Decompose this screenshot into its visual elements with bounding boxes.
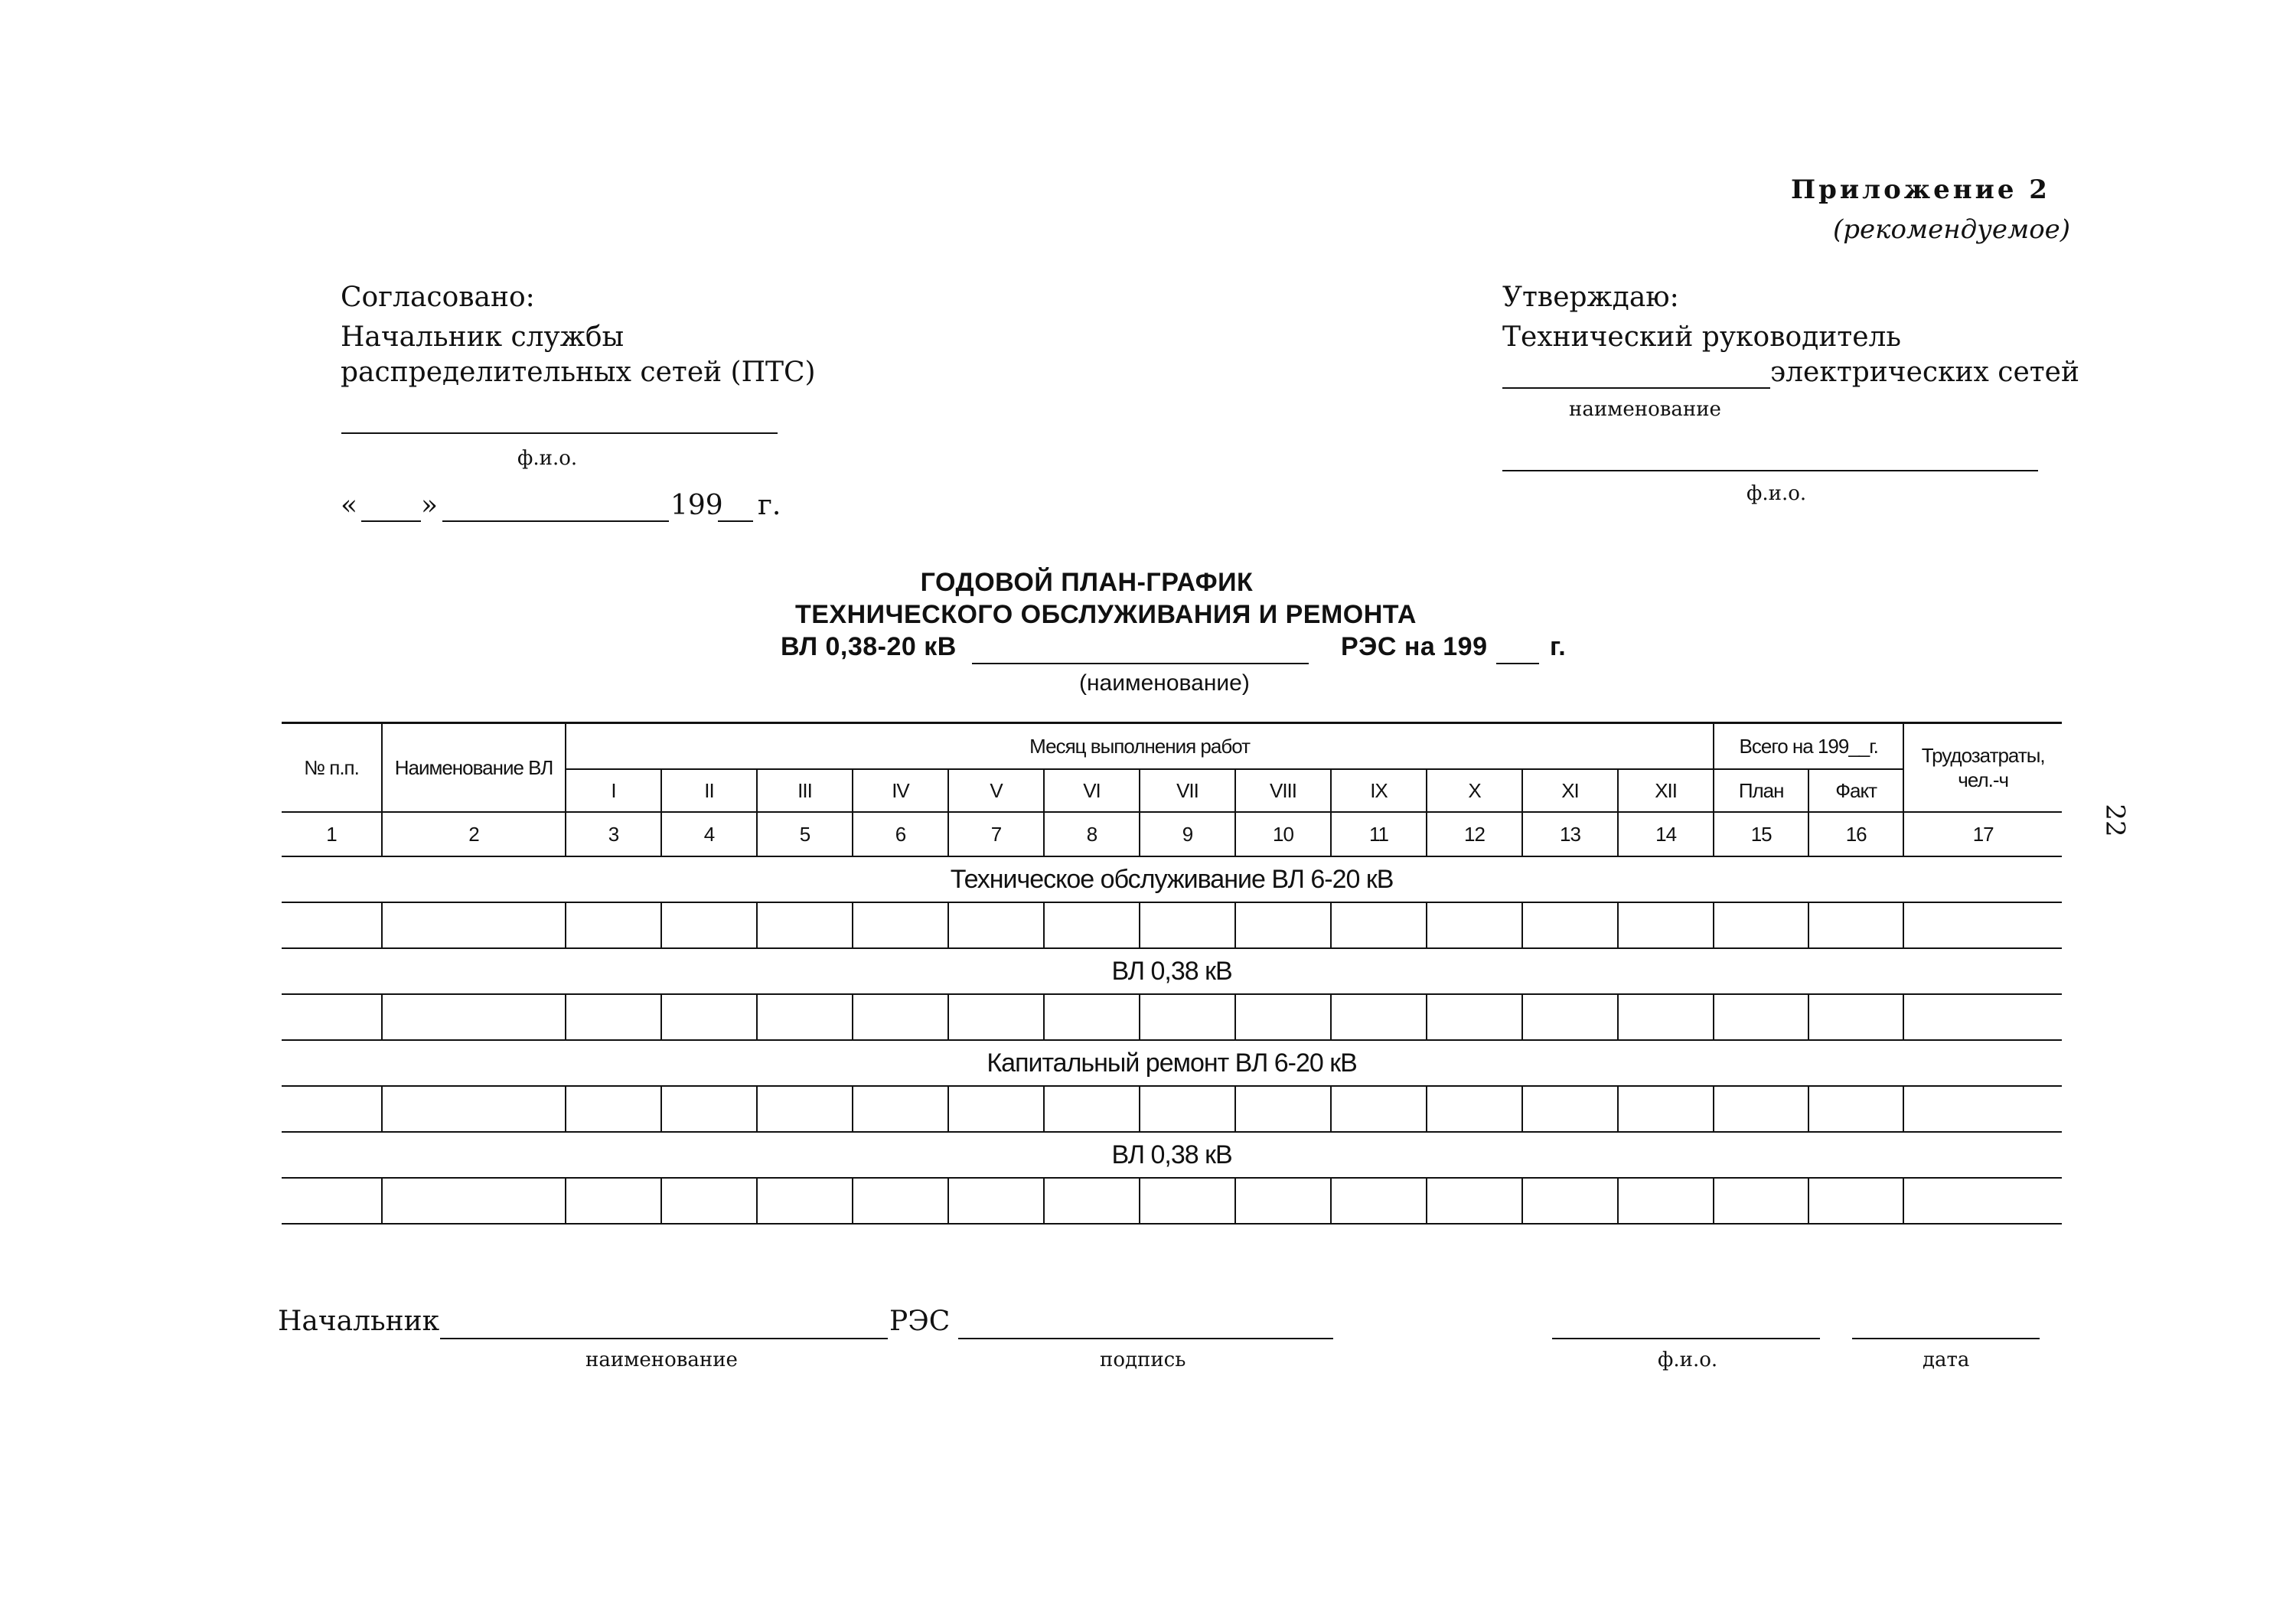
- approved-heading: Утверждаю:: [1502, 282, 1679, 313]
- doc-title-year-line: [1496, 663, 1539, 664]
- agreed-year-suffix: г.: [758, 490, 781, 521]
- doc-title-line3-suffix: РЭС на 199: [1341, 632, 1488, 661]
- col-number: 6: [853, 812, 948, 856]
- table-row: [282, 902, 2062, 948]
- section-row-repair-038: ВЛ 0,38 кВ: [282, 1132, 2062, 1178]
- section-row-repair-6-20: Капитальный ремонт ВЛ 6-20 кВ: [282, 1040, 2062, 1086]
- doc-title-line1: ГОДОВОЙ ПЛАН-ГРАФИК: [920, 568, 1254, 597]
- footer-date-caption: дата: [1923, 1348, 1970, 1371]
- page-number: 22: [2099, 804, 2131, 837]
- agreed-position-line1: Начальник службы: [341, 321, 625, 353]
- agreed-year-line: [718, 520, 753, 522]
- col-header-total: Всего на 199__г.: [1714, 723, 1903, 770]
- doc-title-name-line: [972, 663, 1309, 664]
- approved-name-line: [1502, 387, 1770, 389]
- month-8: VIII: [1235, 769, 1331, 812]
- col-number: 4: [661, 812, 757, 856]
- section-row-maintenance-038: ВЛ 0,38 кВ: [282, 948, 2062, 994]
- month-3: III: [757, 769, 853, 812]
- doc-title-line2: ТЕХНИЧЕСКОГО ОБСЛУЖИВАНИЯ И РЕМОНТА: [794, 600, 1417, 629]
- col-number: 15: [1714, 812, 1808, 856]
- approved-signature-line: [1502, 470, 2038, 471]
- footer-name-line: [440, 1338, 888, 1339]
- col-number: 9: [1140, 812, 1235, 856]
- footer-signature-caption: подпись: [1100, 1348, 1186, 1371]
- agreed-month-line: [442, 520, 669, 522]
- agreed-year-prefix: 199: [670, 490, 723, 521]
- month-2: II: [661, 769, 757, 812]
- doc-title-line3-prefix: ВЛ 0,38-20 кВ: [781, 632, 957, 661]
- month-1: I: [566, 769, 661, 812]
- agreed-signature-line: [341, 432, 778, 434]
- footer-fio-caption: ф.и.о.: [1658, 1348, 1718, 1371]
- month-12: XII: [1618, 769, 1714, 812]
- month-4: IV: [853, 769, 948, 812]
- footer-name-caption: наименование: [585, 1348, 738, 1371]
- footer-date-line: [1852, 1338, 2040, 1339]
- footer-signature-line: [958, 1338, 1333, 1339]
- col-header-months: Месяц выполнения работ: [566, 723, 1714, 770]
- month-9: IX: [1331, 769, 1427, 812]
- col-header-num: № п.п.: [282, 723, 382, 813]
- col-number: 8: [1044, 812, 1140, 856]
- col-number: 3: [566, 812, 661, 856]
- month-5: V: [948, 769, 1044, 812]
- col-number: 13: [1522, 812, 1618, 856]
- col-number: 16: [1808, 812, 1903, 856]
- col-number: 2: [382, 812, 566, 856]
- agreed-date-close: »: [421, 490, 439, 521]
- col-number: 17: [1903, 812, 2062, 856]
- doc-title-caption: (наименование): [1079, 670, 1250, 696]
- agreed-heading: Согласовано:: [341, 282, 535, 313]
- col-number: 12: [1427, 812, 1522, 856]
- table-row: [282, 1178, 2062, 1224]
- footer-res-label: РЭС: [889, 1306, 951, 1337]
- col-header-labor: [1903, 723, 2062, 813]
- agreed-position-line2: распределительных сетей (ПТС): [341, 357, 816, 388]
- doc-title-line3-end: г.: [1550, 632, 1567, 661]
- col-header-name: Наименование ВЛ: [382, 723, 566, 813]
- approved-position-line1: Технический руководитель: [1502, 321, 1901, 353]
- total-fact: Факт: [1808, 769, 1903, 812]
- agreed-day-line: [361, 520, 421, 522]
- approved-fio-caption: ф.и.о.: [1746, 482, 1807, 505]
- table-row: [282, 1086, 2062, 1132]
- col-header-labor-line2: чел.-ч: [1958, 768, 2009, 791]
- month-10: X: [1427, 769, 1522, 812]
- approved-name-caption: наименование: [1569, 398, 1721, 421]
- col-number: 7: [948, 812, 1044, 856]
- total-plan: План: [1714, 769, 1808, 812]
- col-number: 5: [757, 812, 853, 856]
- month-6: VI: [1044, 769, 1140, 812]
- col-number: 10: [1235, 812, 1331, 856]
- footer-fio-line: [1552, 1338, 1820, 1339]
- appendix-label: Приложение 2: [1791, 174, 2050, 205]
- footer-head-label: Начальник: [278, 1306, 440, 1337]
- approved-position-line2: электрических сетей: [1770, 357, 2079, 388]
- col-number: 11: [1331, 812, 1427, 856]
- agreed-date-open: «: [341, 490, 358, 521]
- plan-schedule-table: [282, 722, 2062, 1225]
- month-7: VII: [1140, 769, 1235, 812]
- table-row: [282, 994, 2062, 1040]
- col-number: 14: [1618, 812, 1714, 856]
- month-11: XI: [1522, 769, 1618, 812]
- col-header-labor-line1: Трудозатраты,: [1921, 744, 2045, 767]
- appendix-note: (рекомендуемое): [1833, 214, 2071, 245]
- agreed-fio-caption: ф.и.о.: [517, 447, 578, 470]
- col-number: 1: [282, 812, 382, 856]
- section-row-maintenance-6-20: Техническое обслуживание ВЛ 6-20 кВ: [282, 856, 2062, 902]
